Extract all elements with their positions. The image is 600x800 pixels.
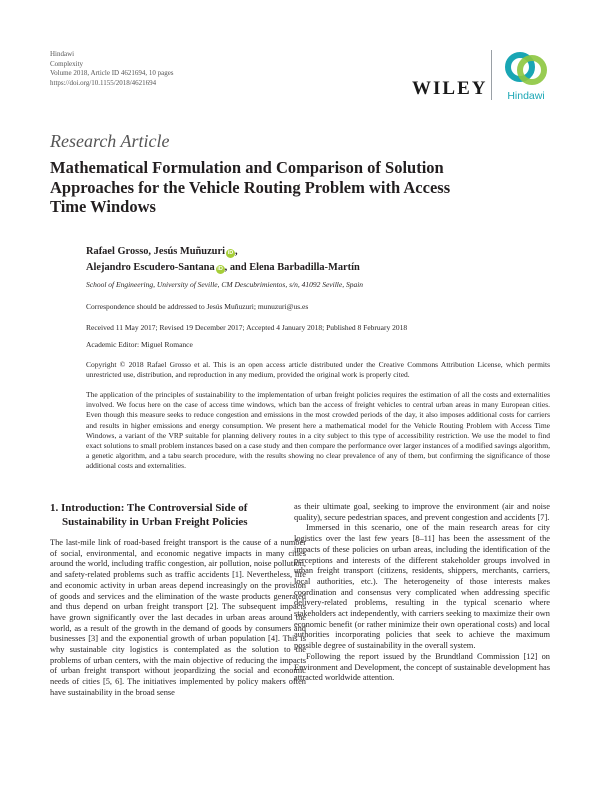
author-name[interactable]: Jesús Muñuzuri	[153, 246, 225, 257]
volume-info: Volume 2018, Article ID 4621694, 10 pages	[50, 69, 174, 77]
orcid-icon[interactable]: iD	[217, 266, 223, 272]
wiley-logo: WILEY	[412, 78, 488, 99]
logo-divider	[491, 50, 492, 100]
article-type: Research Article	[50, 131, 170, 151]
doi-link[interactable]: https://doi.org/10.1155/2018/4621694	[50, 78, 157, 87]
copyright-notice: Copyright © 2018 Rafael Grosso et al. This is an open access article distributed under the Creative Commons Attribution License, which permits unrestricted use, distribution, and reproduction in any medium, provided the original work is properly cited.	[86, 360, 550, 379]
author-name[interactable]: , and Elena Barbadilla-Martín	[224, 262, 360, 273]
body-paragraph: Following the report issued by the Brundtland Commission [12] on Environment and Development, the concept of sustainable development has attracted worldwide attention.	[294, 651, 550, 683]
author-name[interactable]: Rafael Grosso,	[86, 246, 152, 257]
body-paragraph: Immersed in this scenario, one of the main research areas for city logistics over the last few years [8–11] has been the assessment of the impacts of these policies on urban areas, including the identification of the perceptions and interests of the different stakeholder groups involved in urban freight transport (citizens, residents, shippers, merchants, carriers, local authorities, etc.). The heterogeneity of those interests makes coordination and consensus very complicated when addressing specific delivery-related problems, resulting in the typical scenario where stakeholders act independently, with carriers seeking to maximize their own economic benefit (or rather minimize their own operational costs) and local authorities incorporating policies that seek to achieve the maximum possible degree of sustainability in the overall system.	[294, 523, 550, 651]
right-column	[294, 502, 550, 684]
section-heading: 1. Introduction: The Controversial Side of Sustainability in Urban Freight Policies	[50, 502, 248, 528]
hindawi-wordmark: Hindawi	[507, 90, 545, 102]
author-name[interactable]: Alejandro Escudero-Santana	[86, 262, 215, 273]
hindawi-logo-icon	[497, 48, 555, 90]
abstract: The application of the principles of sustainability to the implementation of urban freight policies requires the estimation of all the costs and externalities involved. We focus here on the case of access time windows, which ban the access of freight vehicles to central urban areas in many European cities. Even though this measure seeks to reduce congestion and emissions in the most crowded periods of the day, it also imposes additional costs for carriers and results in higher emissions and energy consumption. We present here a mathematical model for the Vehicle Routing Problem with Access Time Windows, a variant of the VRP suitable for planning delivery routes in a city subject to this type of accessibility restriction. We use the model to find exact solutions to small problem instances based on a case study and then compare the performance over larger instances of a modified savings algorithm, a genetic algorithm, and a tabu search procedure, with the results showing no clear prevalence of any of them, but confirming the significance of those additional costs and externalities.	[86, 390, 550, 471]
body-paragraph: as their ultimate goal, seeking to improve the environment (air and noise quality), secure pedestrian spaces, and prevent congestion and accidents [7].	[294, 502, 550, 522]
author-list: Rafael Grosso, Jesús Muñuzuri iD , Alejandro Escudero-Santana iD , and Elena Barbadilla-Martín	[86, 246, 360, 273]
orcid-icon[interactable]: iD	[227, 250, 234, 256]
publisher-logos	[412, 48, 562, 106]
journal-name: Complexity	[50, 59, 84, 68]
journal-meta	[50, 50, 290, 88]
publisher-line: Hindawi	[50, 50, 75, 58]
left-column	[50, 502, 306, 699]
affiliation: School of Engineering, University of Seville, CM Descubrimientos, s/n, 41092 Seville, Spain	[86, 280, 364, 289]
body-paragraph: The last-mile link of road-based freight transport is the cause of a number of social, environmental, and economic negative impacts in many cities around the world, including traffic congestion, air pollution, noise pollution, and safety-related problems such as traffic accidents [1]. Nevertheless, life and economic activity in urban areas depend increasingly on the provision of goods and services and the elimination of the waste products generated and thus depend on urban freight transport [2]. The subsequent impacts have grown significantly over the last decades in urban areas around the world, as a result of the growth in the demand of goods by consumers and businesses [3] and the exponential growth of urban population [4]. This is why sustainable city logistics is contemplated as the solution to the problems of urban centers, with the main objective of reducing the impacts of urban freight transport without jeopardizing the social and economic needs of cities [5, 6]. The initiatives implemented by policy makers often have sustainability in the broad sense	[50, 538, 306, 697]
article-title: Mathematical Formulation and Comparison of Solution Approaches for the Vehicle Routing Problem with Access Time Windows	[50, 158, 451, 216]
publication-dates: Received 11 May 2017; Revised 19 December 2017; Accepted 4 January 2018; Published 8 February 2018	[86, 323, 408, 332]
academic-editor: Academic Editor: Miguel Romance	[86, 340, 193, 349]
correspondence: Correspondence should be addressed to Jesús Muñuzuri; munuzuri@us.es	[86, 302, 309, 311]
